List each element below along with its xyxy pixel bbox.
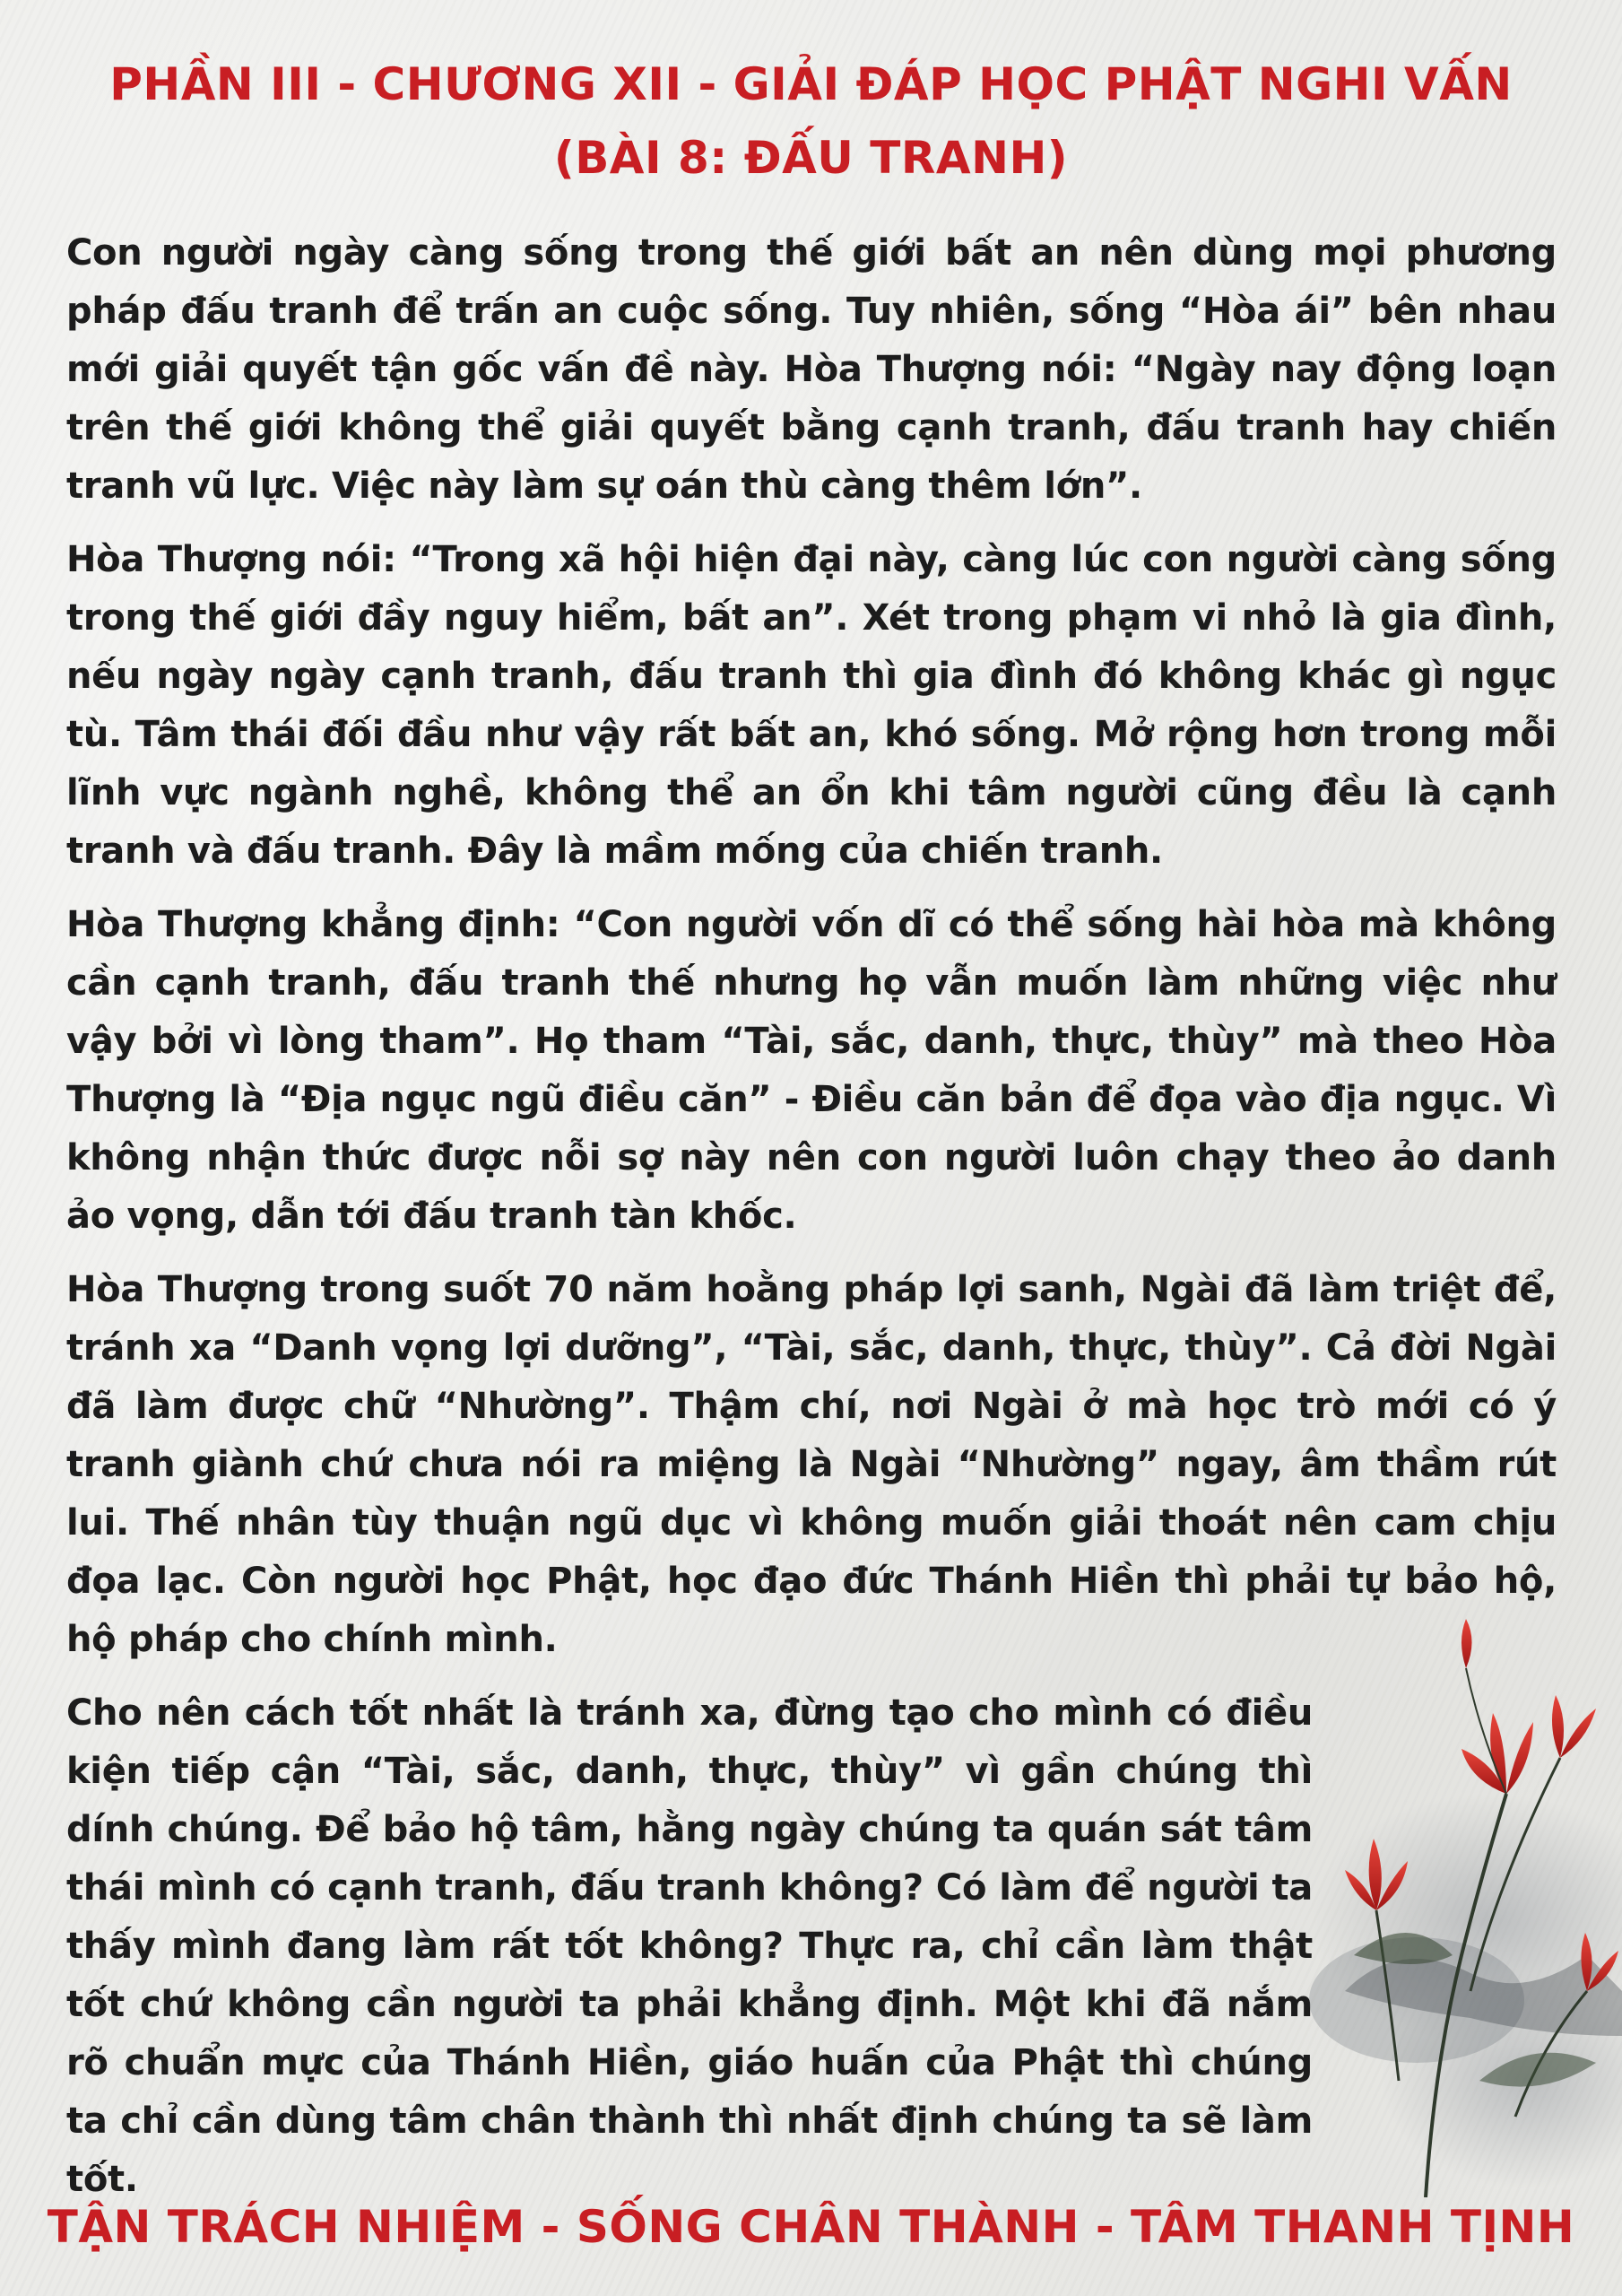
paragraph-4: Hòa Thượng trong suốt 70 năm hoằng pháp lợi sanh, Ngài đã làm triệt để, tránh xa “Danh vọng lợi dưỡng”, “Tài, sắc, danh, thực, thùy”. Cả đời Ngài đã làm được chữ “Nhường”. Thậm chí, nơi Ngài ở mà học trò mới có ý tranh giành chứ chưa nói ra miệng là Ngài “Nhường” ngay, âm thầm rút lui. Thế nhân tùy thuận ngũ dục vì không muốn giải thoát nên cam chịu đọa lạc. Còn người học Phật, học đạo đức Thánh Hiền thì phải tự bảo hộ, hộ pháp cho chính mình.: [66, 1269, 1557, 1660]
paragraph-1: Con người ngày càng sống trong thế giới bất an nên dùng mọi phương pháp đấu tranh để trấn an cuộc sống. Tuy nhiên, sống “Hòa ái” bên nhau mới giải quyết tận gốc vấn đề này. Hòa Thượng nói: “Ngày nay động loạn trên thế giới không thể giải quyết bằng cạnh tranh, đấu tranh hay chiến tranh vũ lực. Việc này làm sự oán thù càng thêm lớn”.: [66, 232, 1557, 507]
lotus-painting-illustration: [1291, 1614, 1622, 2197]
paragraph-3: Hòa Thượng khẳng định: “Con người vốn dĩ có thể sống hài hòa mà không cần cạnh tranh, đấu tranh thế nhưng họ vẫn muốn làm những việc như vậy bởi vì lòng tham”. Họ tham “Tài, sắc, danh, thực, thùy” mà theo Hòa Thượng là “Địa ngục ngũ điều căn” - Điều căn bản để đọa vào địa ngục. Vì không nhận thức được nỗi sợ này nên con người luôn chạy theo ảo danh ảo vọng, dẫn tới đấu tranh tàn khốc.: [66, 904, 1557, 1237]
paragraph-2: Hòa Thượng nói: “Trong xã hội hiện đại này, càng lúc con người càng sống trong thế giới đầy nguy hiểm, bất an”. Xét trong phạm vi nhỏ là gia đình, nếu ngày ngày cạnh tranh, đấu tranh thì gia đình đó không khác gì ngục tù. Tâm thái đối đầu như vậy rất bất an, khó sống. Mở rộng hơn trong mỗi lĩnh vực ngành nghề, không thể an ổn khi tâm người cũng đều là cạnh tranh và đấu tranh. Đây là mầm mống của chiến tranh.: [66, 539, 1557, 872]
footer-motto: TẬN TRÁCH NHIỆM - SỐNG CHÂN THÀNH - TÂM THANH TỊNH: [47, 2201, 1575, 2253]
page-title: PHẦN III - CHƯƠNG XII - GIẢI ĐÁP HỌC PHẬT NGHI VẤN: [109, 58, 1513, 110]
page-subtitle: (BÀI 8: ĐẤU TRANH): [553, 132, 1069, 184]
paragraph-5: Cho nên cách tốt nhất là tránh xa, đừng tạo cho mình có điều kiện tiếp cận “Tài, sắc, danh, thực, thùy” vì gần chúng thì dính chúng. Để bảo hộ tâm, hằng ngày chúng ta quán sát tâm thái mình có cạnh tranh, đấu tranh không? Có làm để người ta thấy mình đang làm rất tốt không? Thực ra, chỉ cần làm thật tốt chứ không cần người ta phải khẳng định. Một khi đã nắm rõ chuẩn mực của Thánh Hiền, giáo huấn của Phật thì chúng ta chỉ cần dùng tâm chân thành thì nhất định chúng ta sẽ làm tốt.: [66, 1692, 1313, 2200]
